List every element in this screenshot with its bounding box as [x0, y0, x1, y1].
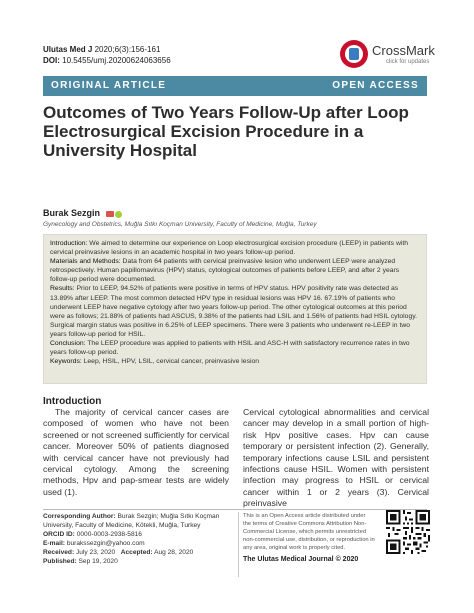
abstract-box: [43, 234, 427, 384]
copyright-line: The Ulutas Medical Journal © 2020: [243, 556, 359, 563]
author-affiliation: Gynecology and Obstetrics, Muğla Sıtkı Koçman University, Faculty of Medicine, Muğla, Turkey: [43, 221, 317, 228]
open-access-label: OPEN ACCESS: [332, 80, 419, 91]
methods-text: Data from 64 patients with cervical preinvasive lesion who underwent LEEP were analyzed retrospectively. Human papillomavirus (HPV) status, cytological outcomes of patients before LEEP, and after 2 years follow-up period were documented.: [50, 258, 400, 284]
abstract-methods: [50, 257, 420, 284]
crossmark-title: CrossMark: [372, 43, 435, 58]
article-title: Outcomes of Two Years Follow-Up after Loop Electrosurgical Excision Procedure in a University Hospital: [43, 103, 409, 160]
corresponding-label: Corresponding Author:: [43, 513, 116, 520]
accepted-date: Aug 28, 2020: [152, 549, 194, 557]
orcid-value[interactable]: 0000-0003-2938-5816: [74, 531, 142, 539]
correspondence-block: [43, 512, 235, 567]
crossmark-subtitle: click for updates: [386, 59, 430, 65]
email-icon[interactable]: [106, 211, 114, 217]
author-line: [43, 208, 122, 219]
footer-column-divider: [238, 512, 239, 577]
results-label: Results:: [50, 285, 75, 293]
published-date: Sep 19, 2020: [76, 558, 118, 566]
conclusion-text: The LEEP procedure was applied to patients with HSIL and ASC-H with satisfactory recurrence rates in two years follow-up period.: [50, 340, 410, 357]
orcid-icon[interactable]: [115, 211, 122, 218]
doi-link[interactable]: 10.5455/umj.20200624063656: [59, 56, 171, 65]
abstract-keywords: [50, 357, 420, 366]
intro-label: Introduction:: [50, 240, 88, 247]
abstract-introduction: [50, 239, 420, 257]
article-type-label: ORIGINAL ARTICLE: [51, 80, 167, 91]
keywords-text: Leep, HSIL, HPV, LSIL, cervical cancer, preinvasive lesion: [81, 358, 260, 366]
results-text: Prior to LEEP, 94.52% of patients were positive in terms of HPV status. HPV positivity rate was detected as 13.89% after LEEP. The most common detected HPV type in residual lesions was HPV 16. 67.19% of patients who underwent LEEP have negative cytology after two years follow-up period. The other cytological outcomes at this period were as follows; 21.88% of patients had ASCUS, 9.38% of the patients had LSIL and 1.56% of patients had HSIL cytology. Surgical margin status was positive in 6.25% of LEEP specimens. There were 3 patients who underwent re-LEEP in two years follow-up period for HSIL.: [50, 285, 418, 338]
article-type-band: [43, 76, 427, 96]
abstract-results: [50, 284, 420, 339]
conclusion-label: Conclusion:: [50, 340, 86, 348]
received-label: Received:: [43, 549, 75, 557]
section-heading-introduction: Introduction: [43, 396, 102, 407]
methods-label: Materials and Methods:: [50, 258, 121, 266]
journal-citation: [43, 44, 171, 66]
qr-code-icon[interactable]: [386, 510, 430, 554]
published-label: Published:: [43, 558, 77, 566]
abstract-conclusion: [50, 339, 420, 357]
email-label: E-mail:: [43, 540, 65, 548]
intro-text: We aimed to determine our experience on Loop electrosurgical excision procedure (LEEP) in patients with cervical preinvasive lesions in an academic hospital in two years follow-up period.: [50, 240, 409, 257]
accepted-label: Accepted:: [120, 549, 153, 557]
author-name: Burak Sezgin: [43, 208, 101, 218]
crossmark-badge[interactable]: [340, 40, 450, 70]
license-text: This is an Open Access article distributed under the terms of Creative Commons Attribution Non-Commercial License, which permits unrestricted non-commercial use, distribution, or reproduction in any area, original work is properly cited.: [243, 513, 375, 551]
crossmark-icon: [340, 40, 368, 68]
keywords-label: Keywords:: [50, 358, 82, 366]
body-column-left: The majority of cervical cancer cases are composed of women who have not been screened or not screened sufficiently for cervical cancer. Moreover 50% of patients diagnosed with cervical cancer have not previously had cervical cytology. Among the screening methods, Hpv and pap-smear tests are widely used (1).: [43, 407, 229, 497]
email-value[interactable]: burakssezgin@yahoo.com: [64, 540, 145, 548]
doi-label: DOI:: [43, 56, 60, 65]
corresponding-text: Burak Sezgin; Muğla Sıtkı Koçman University, Faculty of Medicine, Kötekli, Muğla, Turkey: [43, 513, 220, 530]
received-date: July 23, 2020: [74, 549, 116, 557]
footer-divider: [43, 509, 427, 510]
citation-label: Ulutas Med J: [43, 45, 93, 54]
citation-text: 2020;6(3):156-161: [92, 45, 161, 54]
orcid-label: ORCID ID:: [43, 531, 75, 539]
body-column-right: Cervical cytological abnormalities and cervical cancer may develop in a small portion of high-risk Hpv positive cases. Hpv can cause temporary or persistent infection (2). Generally, temporary infections cause LSIL and persistent infections cause HSIL. Women with persistent infection may progress to HSIL or cervical cancer within 1 or 2 years (3). Cervical preinvasive: [243, 407, 429, 509]
